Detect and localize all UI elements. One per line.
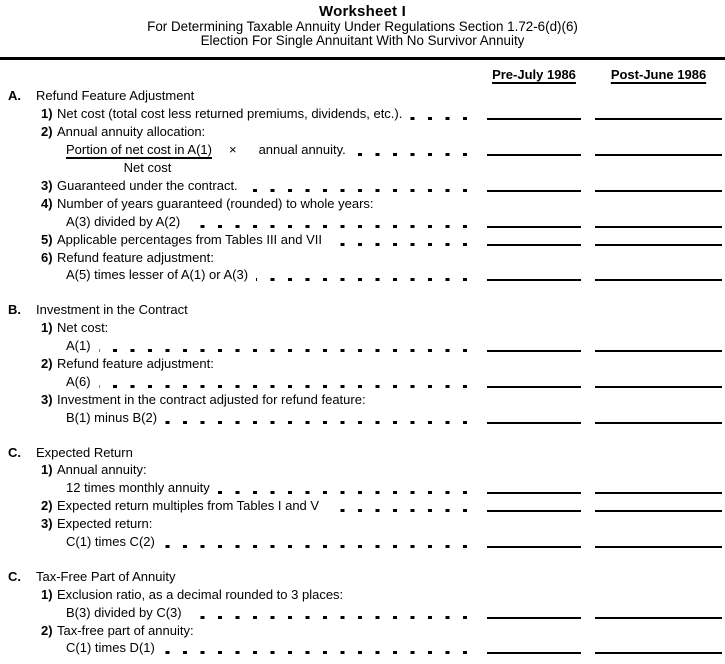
item-number: 4): [41, 195, 53, 211]
answer-line-post-june: [595, 279, 722, 281]
worksheet-row: [0, 104, 722, 122]
dot-leader: [256, 278, 467, 281]
answer-line-pre-july: [487, 244, 581, 246]
answer-line-post-june: [595, 226, 722, 228]
header-rule: [0, 57, 725, 60]
worksheet-row: [0, 478, 722, 496]
subitem-label: A(5) times lesser of A(1) or A(3): [66, 267, 249, 283]
section-header-row: [0, 87, 722, 105]
answer-line-post-june: [595, 154, 722, 156]
item-label: Expected return:: [57, 516, 153, 532]
multiplication-sign: ×: [228, 142, 237, 158]
answer-line-post-june: [595, 386, 722, 388]
section-header-row: [0, 567, 722, 585]
section-title: Expected Return: [36, 444, 133, 460]
item-number: 6): [41, 249, 53, 265]
answer-line-post-june: [595, 422, 722, 424]
fraction-numerator: Portion of net cost in A(1): [66, 142, 212, 158]
subitem-label: C(1) times D(1): [66, 640, 155, 656]
item-label: Annual annuity allocation:: [57, 124, 206, 140]
worksheet-row: [0, 230, 722, 248]
fraction-denominator: Net cost: [123, 160, 172, 176]
answer-line-pre-july: [487, 386, 581, 388]
item-number: 3): [41, 177, 53, 193]
worksheet-row: [0, 461, 722, 479]
worksheet-row: [0, 354, 722, 372]
item-label: Number of years guaranteed (rounded) to whole years:: [57, 195, 374, 211]
answer-line-pre-july: [487, 350, 581, 352]
worksheet-row: [0, 318, 722, 336]
subitem-label: B(3) divided by C(3): [66, 604, 182, 620]
item-label: Applicable percentages from Tables III and VII: [57, 231, 322, 247]
worksheet-row: [0, 496, 722, 514]
item-label: Expected return multiples from Tables I and V: [57, 498, 320, 514]
answer-line-post-june: [595, 617, 722, 619]
item-number: 2): [41, 355, 53, 371]
section-header-row: [0, 443, 722, 461]
section-letter: B.: [8, 302, 21, 318]
subitem-label: A(6): [66, 373, 91, 389]
item-number: 5): [41, 231, 53, 247]
worksheet-section: [0, 443, 722, 550]
answer-line-post-june: [595, 652, 722, 654]
worksheet-row: [0, 266, 722, 284]
section-header-row: [0, 300, 722, 318]
section-title: Investment in the Contract: [36, 302, 188, 318]
item-label: Exclusion ratio, as a decimal rounded to 3 places:: [57, 586, 344, 602]
answer-line-pre-july: [487, 546, 581, 548]
section-letter: A.: [8, 88, 21, 104]
answer-line-pre-july: [487, 492, 581, 494]
item-number: 1): [41, 106, 53, 122]
item-label: Investment in the contract adjusted for refund feature:: [57, 391, 366, 407]
worksheet-row: [0, 514, 722, 532]
worksheet-row: [0, 194, 722, 212]
item-label: Guaranteed under the contract.: [57, 177, 238, 193]
worksheet-row: [0, 248, 722, 266]
answer-line-post-june: [595, 546, 722, 548]
subitem-label: A(1): [66, 338, 91, 354]
answer-line-post-june: [595, 118, 722, 120]
item-label: Net cost:: [57, 320, 109, 336]
page-title: Worksheet I: [319, 3, 406, 20]
column-headers: [0, 66, 725, 82]
worksheet-row: [0, 621, 722, 639]
dot-leader: [188, 225, 467, 228]
item-number: 1): [41, 320, 53, 336]
item-number: 2): [41, 498, 53, 514]
worksheet-row: [0, 585, 722, 603]
column-header-post-june: Post-June 1986: [610, 66, 707, 82]
answer-line-pre-july: [487, 422, 581, 424]
worksheet-row: [0, 372, 722, 390]
worksheet-row: [0, 158, 722, 176]
worksheet-row: [0, 176, 722, 194]
worksheet-row: [0, 140, 722, 158]
item-label: Refund feature adjustment:: [57, 355, 214, 371]
answer-line-pre-july: [487, 118, 581, 120]
dot-leader: [246, 189, 467, 192]
subitem-label: B(1) minus B(2): [66, 409, 158, 425]
answer-line-post-june: [595, 350, 722, 352]
answer-line-post-june: [595, 190, 722, 192]
worksheet-row: [0, 532, 722, 550]
dot-leader: [327, 509, 467, 512]
dot-leader: [190, 616, 467, 619]
item-number: 3): [41, 516, 53, 532]
worksheet-row: [0, 639, 722, 657]
dot-leader: [354, 153, 467, 156]
answer-line-pre-july: [487, 652, 581, 654]
dot-leader: [99, 349, 467, 352]
item-label: Refund feature adjustment:: [57, 249, 214, 265]
answer-line-post-june: [595, 510, 722, 512]
answer-line-pre-july: [487, 510, 581, 512]
answer-line-pre-july: [487, 190, 581, 192]
subitem-label: C(1) times C(2): [66, 533, 155, 549]
subtitle-regulations: For Determining Taxable Annuity Under Regulations Section 1.72-6(d)(6): [147, 19, 578, 34]
section-title: Refund Feature Adjustment: [36, 88, 195, 104]
worksheet-row: [0, 122, 722, 140]
section-title: Tax-Free Part of Annuity: [36, 568, 176, 584]
dot-leader: [165, 421, 467, 424]
dot-leader: [163, 545, 467, 548]
answer-line-post-june: [595, 244, 722, 246]
dot-leader: [218, 491, 467, 494]
worksheet-row: [0, 603, 722, 621]
answer-line-pre-july: [487, 279, 581, 281]
worksheet-section: [0, 87, 722, 284]
answer-line-pre-july: [487, 617, 581, 619]
dot-leader: [410, 117, 467, 120]
item-label: Annual annuity:: [57, 462, 147, 478]
subitem-label: A(3) divided by A(2): [66, 213, 181, 229]
column-header-pre-july: Pre-July 1986: [492, 66, 576, 82]
subitem-label: 12 times monthly annuity: [66, 480, 210, 496]
worksheet-row: [0, 390, 722, 408]
item-label: Net cost (total cost less returned premiums, dividends, etc.).: [57, 106, 403, 122]
section-letter: C.: [8, 568, 21, 584]
fraction-multiplicand: annual annuity.: [258, 142, 346, 158]
answer-line-pre-july: [487, 226, 581, 228]
worksheet-row: [0, 212, 722, 230]
subtitle-election: Election For Single Annuitant With No Survivor Annuity: [200, 32, 525, 48]
item-number: 1): [41, 462, 53, 478]
item-number: 2): [41, 124, 53, 140]
answer-line-pre-july: [487, 154, 581, 156]
item-number: 1): [41, 586, 53, 602]
dot-leader: [99, 385, 467, 388]
dot-leader: [330, 243, 467, 246]
item-number: 3): [41, 391, 53, 407]
item-label: Tax-free part of annuity:: [57, 622, 194, 638]
worksheet-body: [0, 87, 725, 657]
worksheet-section: [0, 300, 722, 425]
worksheet-row: [0, 408, 722, 426]
worksheet-row: [0, 336, 722, 354]
worksheet-section: [0, 567, 722, 656]
dot-leader: [163, 651, 467, 654]
answer-line-post-june: [595, 492, 722, 494]
item-number: 2): [41, 622, 53, 638]
section-letter: C.: [8, 444, 21, 460]
